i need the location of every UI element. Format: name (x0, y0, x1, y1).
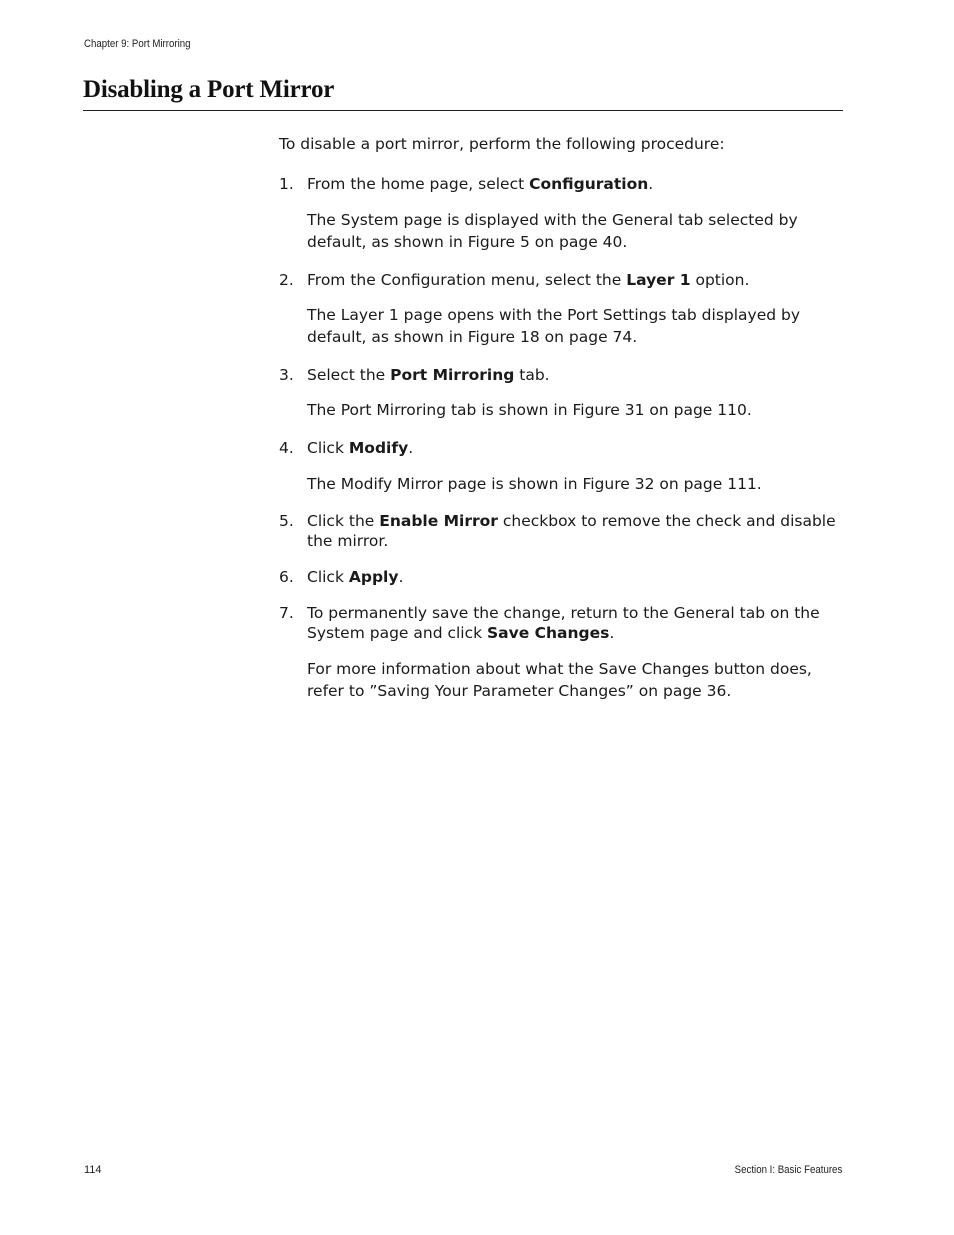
step-1-note: The System page is displayed with the General tab selected by default, as shown in Figure 5 on page 40. (307, 211, 798, 251)
step-text: From the home page, select Configuration. (307, 175, 654, 193)
step-number: 1. (279, 175, 294, 193)
step-text: Select the Port Mirroring tab. (307, 366, 550, 384)
step-number: 2. (279, 271, 294, 289)
step-2-note: The Layer 1 page opens with the Port Settings tab displayed by default, as shown in Figure 18 on page 74. (307, 306, 801, 346)
step-text: From the Configuration menu, select the Layer 1 option. (307, 271, 750, 289)
intro-paragraph: To disable a port mirror, perform the following procedure: (279, 135, 725, 153)
running-header: Chapter 9: Port Mirroring (84, 38, 191, 50)
step-text: Click the Enable Mirror checkbox to remove the check and disable the mirror. (307, 512, 836, 550)
step-number: 5. (279, 512, 294, 530)
step-number: 4. (279, 439, 294, 457)
ui-term: Modify (348, 439, 409, 457)
step-text: Click Modify. (307, 439, 414, 457)
step-number: 7. (279, 604, 294, 622)
section-title: Disabling a Port Mirror (83, 76, 335, 103)
section-footer: Section I: Basic Features (734, 1164, 842, 1176)
step-3-note: The Port Mirroring tab is shown in Figure 31 on page 110. (307, 401, 752, 419)
page-number: 114 (84, 1164, 102, 1176)
ui-term: Save Changes (487, 624, 610, 642)
step-number: 6. (279, 568, 294, 586)
ui-term: Apply (348, 568, 399, 586)
step-text: Click Apply. (307, 568, 404, 586)
step-4-note: The Modify Mirror page is shown in Figure 32 on page 111. (307, 475, 762, 493)
ui-term: Configuration (529, 175, 649, 193)
step-text: To permanently save the change, return to the General tab on the System page and click Save Changes. (307, 604, 820, 642)
ui-term: Enable Mirror (379, 512, 498, 530)
ui-term: Layer 1 (626, 271, 691, 289)
title-rule (83, 110, 843, 111)
step-number: 3. (279, 366, 294, 384)
ui-term: Port Mirroring (390, 366, 515, 384)
step-7-note: For more information about what the Save Changes button does, refer to ”Saving Your Parameter Changes” on page 36. (307, 660, 812, 700)
